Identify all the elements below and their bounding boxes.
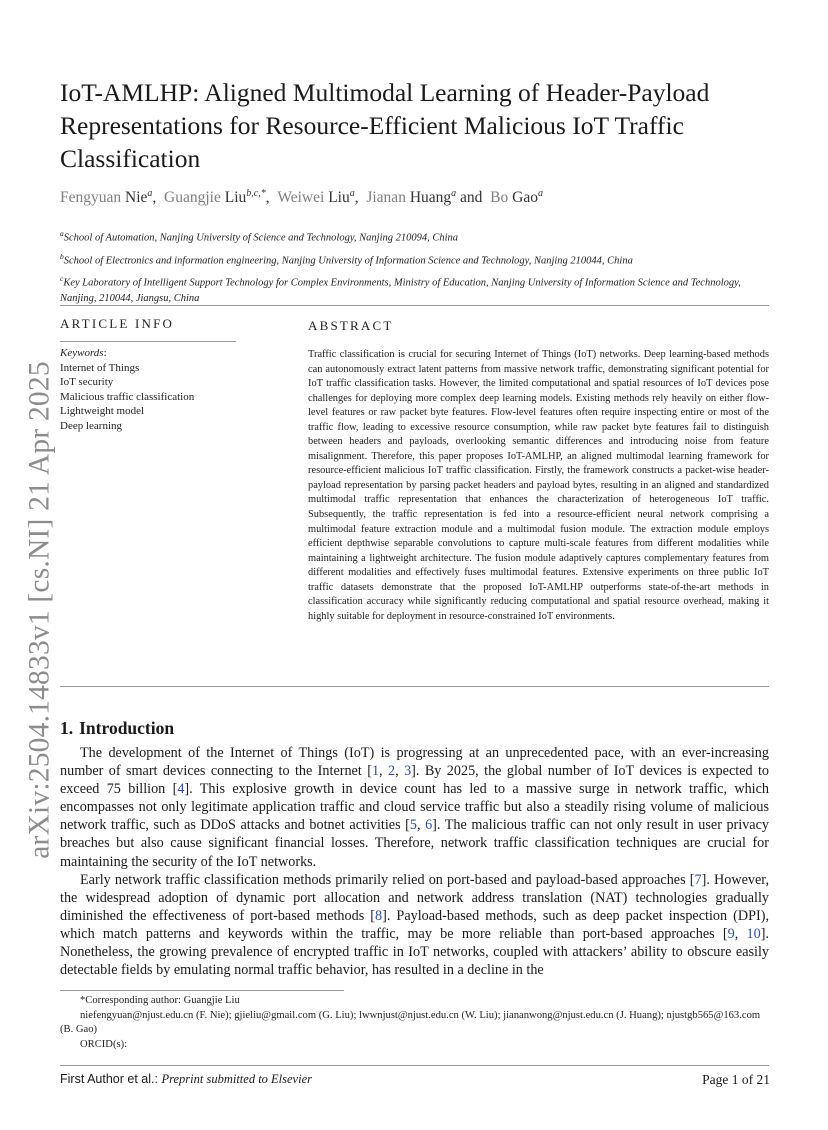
footer-author: First Author et al. xyxy=(60,1072,155,1086)
citation-link[interactable]: 5 xyxy=(409,817,417,834)
footnotes xyxy=(60,994,769,1052)
author-given-name: Weiwei xyxy=(277,189,325,207)
citation-link[interactable]: 2 xyxy=(388,763,396,780)
orcid-note: ORCID(s): xyxy=(80,1038,128,1050)
keyword-item: Internet of Things xyxy=(60,361,140,374)
affiliation-text: School of Electronics and information engineering, Nanjing University of Information Science and Technology, Nanjing 210044, China xyxy=(63,255,633,266)
footer-preprint-note: Preprint submitted to Elsevier xyxy=(161,1072,312,1086)
footer-divider xyxy=(60,1065,769,1066)
author-given-name: Guangjie xyxy=(164,189,221,207)
affiliation-text: School of Automation, Nanjing University of Science and Technology, Nanjing 210094, China xyxy=(63,232,459,244)
arxiv-identifier: arXiv:2504.14833v1 [cs.NI] 21 Apr 2025 xyxy=(23,361,56,859)
abstract-heading: ABSTRACT xyxy=(308,318,394,333)
citation-link[interactable]: 4 xyxy=(177,781,185,798)
page-number: Page 1 of 21 xyxy=(702,1072,770,1087)
article-info-heading: ARTICLE INFO xyxy=(60,316,175,331)
keywords-label: Keywords xyxy=(60,347,104,359)
keywords-list xyxy=(60,361,290,434)
author-family-name: Liu xyxy=(224,189,247,207)
footer-left xyxy=(60,1072,312,1087)
author-affiliation-mark: a xyxy=(349,188,355,199)
header-divider xyxy=(60,305,769,306)
paragraph: Early network traffic classification methods primarily relied on port-based and payload-based approaches [7]. However, the widespread adoption of dynamic port allocation and network address translation (NAT) technologies gradually diminished the effectiveness of port-based methods [8]. Payload-based methods, such as deep packet inspection (DPI), which match patterns and keywords within the traffic, may be more reliable than port-based approaches [9, 10]. Nonetheless, the growing prevalence of encrypted traffic in IoT networks, coupled with attackers’ ability to obscure easily detectable fields by emulating normal traffic behavior, has resulted in a decline in the xyxy=(60,871,770,979)
citation-link[interactable]: 7 xyxy=(694,871,702,888)
keyword-item: Deep learning xyxy=(60,419,122,432)
citation-link[interactable]: 10 xyxy=(746,925,761,942)
affiliation xyxy=(60,226,772,246)
paper-title: IoT-AMLHP: Aligned Multimodal Learning of Header-Payload Representations for Resource-Efficient Malicious IoT Traffic Classification xyxy=(60,78,710,173)
section-number: 1. xyxy=(60,718,74,738)
introduction-heading xyxy=(60,718,174,739)
author-given-name: Fengyuan xyxy=(60,189,122,207)
author-separator: , xyxy=(354,189,359,207)
author-family-name: Huang xyxy=(409,189,452,207)
author-affiliation-mark: b,c,* xyxy=(246,188,266,199)
author-emails: niefengyuan@njust.edu.cn (F. Nie); gjieliu@gmail.com (G. Liu); lwwnjust@njust.edu.cn (W. Liu); jiananwong@njust.edu.cn (J. Huang); njustgb565@163.com (B. Gao) xyxy=(60,1009,761,1036)
citation-link[interactable]: 3 xyxy=(404,763,412,780)
author-family-name: Gao xyxy=(512,189,538,207)
author-affiliation-mark: a xyxy=(147,188,153,199)
keywords-block: Keywords: Internet of Things IoT security Malicious traffic classification Lightweight model Deep learning xyxy=(60,346,290,433)
article-info-underline xyxy=(60,341,236,342)
affiliation xyxy=(60,271,772,306)
citation-link[interactable]: 8 xyxy=(375,907,383,924)
author-given-name: Bo xyxy=(490,189,509,207)
affiliation xyxy=(60,249,772,269)
affiliation-mark: b xyxy=(60,251,64,261)
keyword-item: IoT security xyxy=(60,376,114,388)
author-affiliation-mark: a xyxy=(537,188,543,199)
author-separator: , xyxy=(152,189,157,207)
author-family-name: Nie xyxy=(125,189,148,207)
footnote-divider xyxy=(60,990,344,991)
footer-separator: : xyxy=(154,1072,162,1086)
introduction-body xyxy=(60,744,769,979)
affiliation-text: Key Laboratory of Intelligent Support Technology for Complex Environments, Ministry of Education, Nanjing University of Information Science and Technology, Nanjing, 210044, Jiangsu, China xyxy=(60,277,741,304)
citation-link[interactable]: 1 xyxy=(371,763,380,780)
section-title: Introduction xyxy=(79,718,175,738)
citation-link[interactable]: 9 xyxy=(727,925,735,942)
affiliation-mark: c xyxy=(60,274,64,283)
keyword-item: Malicious traffic classification xyxy=(60,390,195,403)
affiliation-list xyxy=(60,226,772,309)
paragraph: The development of the Internet of Things (IoT) is progressing at an unprecedented pace, with an ever-increasing number of smart devices connecting to the Internet [1, 2, 3]. By 2025, the global number of IoT devices is expected to exceed 75 billion [4]. This explosive growth in device count has led to a massive surge in network traffic, which encompasses not only legitimate application traffic and cloud service traffic but also a steadily rising volume of malicious network traffic, such as DDoS attacks and botnet activities [5, 6]. The malicious traffic can not only result in user privacy breaches but also cause significant financial losses. Therefore, network traffic classification techniques are crucial for maintaining the security of the IoT networks. xyxy=(60,745,770,870)
corresponding-author-note: *Corresponding author: Guangjie Liu xyxy=(80,995,240,1006)
author-affiliation-mark: a xyxy=(451,188,457,199)
affiliation-mark: a xyxy=(60,229,64,238)
keyword-item: Lightweight model xyxy=(60,405,145,417)
author-separator: and xyxy=(456,189,483,207)
citation-link[interactable]: 6 xyxy=(425,817,433,834)
author-list xyxy=(60,188,780,207)
author-given-name: Jianan xyxy=(366,189,406,207)
abstract-text: Traffic classification is crucial for securing Internet of Things (IoT) networks. Deep learning-based methods can autonomously extract latent patterns from massive network traffic, demonstrating significant potential for IoT traffic classification tasks. However, the limited computational and spatial resources of IoT devices pose challenges for deploying more complex deep learning models. Existing methods rely heavily on either flow-level features or raw packet byte features. Flow-level features often require inspecting entire or most of the traffic flow, leading to excessive resource consumption, while raw packet byte features fail to distinguish between headers and payloads, overlooking semantic differences and introducing noise from feature misalignment. Therefore, this paper proposes IoT-AMLHP, an aligned multimodal learning framework for resource-efficient malicious IoT traffic classification. Firstly, the framework constructs a packet-wise header-payload representation by parsing packet headers and payload bytes, resulting in an aligned and standardized multimodal traffic representation that enhances the characterization of heterogeneous IoT traffic. Subsequently, the traffic representation is fed into a resource-efficient neural network comprising a multimodal feature extraction module and a multimodal fusion module. The extraction module employs efficient depthwise separable convolutions to capture multi-scale features from different modalities while maintaining a lightweight architecture. The fusion module adaptively captures complementary features from different modalities and effectively fuses multimodal features. Extensive experiments on three public IoT traffic datasets demonstrate that the proposed IoT-AMLHP outperforms state-of-the-art methods in classification accuracy while significantly reducing computational and spatial resource overhead, making it highly suitable for deployment in resource-constrained IoT environments. xyxy=(308,349,769,622)
author-separator: , xyxy=(265,189,270,207)
abstract-divider xyxy=(60,686,769,687)
author-family-name: Liu xyxy=(328,189,350,207)
